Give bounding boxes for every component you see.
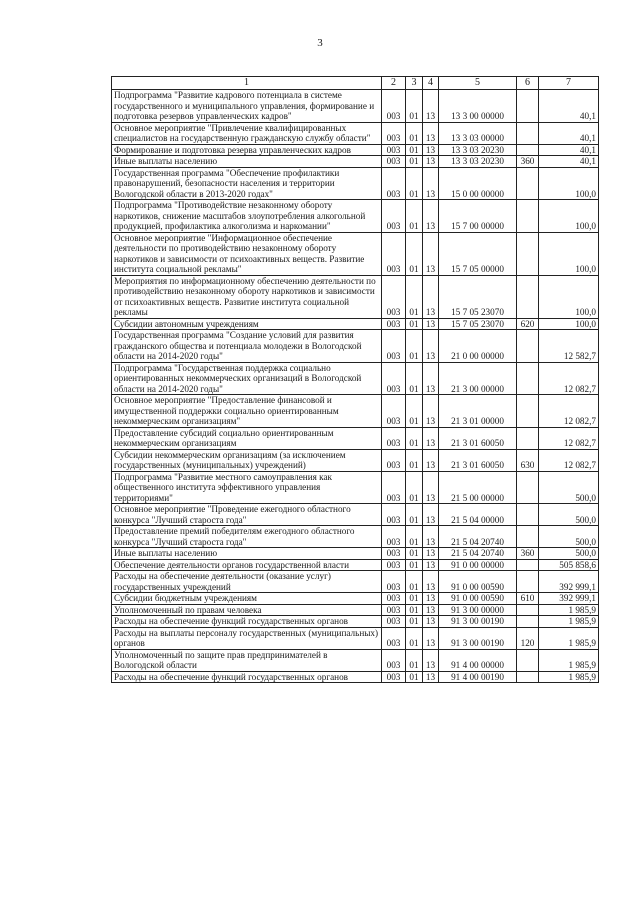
expense-type-cell: 620	[517, 318, 539, 330]
section-code-cell: 01	[406, 504, 423, 526]
section-code-cell: 01	[406, 671, 423, 683]
expense-type-cell	[517, 362, 539, 395]
amount-cell: 1 985,9	[539, 604, 599, 616]
section-code-cell: 01	[406, 122, 423, 144]
table-row	[112, 471, 599, 504]
row-name-cell: Субсидии автономным учреждениям	[112, 318, 382, 330]
expense-type-cell	[517, 122, 539, 144]
section-code-cell: 01	[406, 395, 423, 428]
target-article-cell: 13 3 03 20230	[439, 144, 517, 156]
target-article-cell: 13 3 00 00000	[439, 90, 517, 123]
table-row	[112, 627, 599, 649]
expense-type-cell	[517, 671, 539, 683]
subsection-code-cell: 13	[423, 362, 439, 395]
table-row	[112, 671, 599, 683]
row-name-cell: Уполномоченный по защите прав предпринимателей в Вологодской области	[112, 649, 382, 671]
target-article-cell: 21 0 00 00000	[439, 330, 517, 363]
row-name-cell: Расходы на обеспечение деятельности (оказание услуг) государственных учреждений	[112, 571, 382, 593]
ministry-code-cell: 003	[382, 571, 406, 593]
subsection-code-cell: 13	[423, 232, 439, 275]
subsection-code-cell: 13	[423, 395, 439, 428]
ministry-code-cell: 003	[382, 604, 406, 616]
row-name-cell: Обеспечение деятельности органов государственной власти	[112, 559, 382, 571]
subsection-code-cell: 13	[423, 559, 439, 571]
subsection-code-cell: 13	[423, 122, 439, 144]
table-row	[112, 548, 599, 560]
expense-type-cell: 360	[517, 548, 539, 560]
ministry-code-cell: 003	[382, 616, 406, 628]
header-cell: 5	[439, 77, 517, 90]
section-code-cell: 01	[406, 571, 423, 593]
expense-type-cell: 360	[517, 156, 539, 168]
expense-type-cell	[517, 144, 539, 156]
section-code-cell: 01	[406, 616, 423, 628]
expense-type-cell: 630	[517, 449, 539, 471]
expense-type-cell	[517, 559, 539, 571]
section-code-cell: 01	[406, 232, 423, 275]
target-article-cell: 21 5 04 00000	[439, 504, 517, 526]
section-code-cell: 01	[406, 593, 423, 605]
table-row	[112, 232, 599, 275]
expense-type-cell	[517, 427, 539, 449]
row-name-cell: Субсидии бюджетным учреждениям	[112, 593, 382, 605]
subsection-code-cell: 13	[423, 604, 439, 616]
target-article-cell: 21 5 04 20740	[439, 548, 517, 560]
table-row	[112, 122, 599, 144]
row-name-cell: Предоставление субсидий социально ориентированным некоммерческим организациям	[112, 427, 382, 449]
table-row	[112, 330, 599, 363]
target-article-cell: 15 7 05 23070	[439, 275, 517, 318]
amount-cell: 100,0	[539, 167, 599, 200]
amount-cell: 40,1	[539, 90, 599, 123]
ministry-code-cell: 003	[382, 122, 406, 144]
section-code-cell: 01	[406, 156, 423, 168]
table-row	[112, 156, 599, 168]
expense-type-cell	[517, 275, 539, 318]
table-row	[112, 571, 599, 593]
amount-cell: 500,0	[539, 471, 599, 504]
amount-cell: 1 985,9	[539, 649, 599, 671]
section-code-cell: 01	[406, 330, 423, 363]
row-name-cell: Подпрограмма "Развитие местного самоуправления как общественного института эффективного управления территориями"	[112, 471, 382, 504]
amount-cell: 1 985,9	[539, 627, 599, 649]
target-article-cell: 91 0 00 00000	[439, 559, 517, 571]
amount-cell: 100,0	[539, 318, 599, 330]
target-article-cell: 21 5 04 20740	[439, 526, 517, 548]
expense-type-cell	[517, 649, 539, 671]
subsection-code-cell: 13	[423, 318, 439, 330]
table-row	[112, 504, 599, 526]
table-row	[112, 559, 599, 571]
ministry-code-cell: 003	[382, 318, 406, 330]
subsection-code-cell: 13	[423, 144, 439, 156]
subsection-code-cell: 13	[423, 275, 439, 318]
target-article-cell: 15 7 05 23070	[439, 318, 517, 330]
section-code-cell: 01	[406, 200, 423, 233]
row-name-cell: Расходы на выплаты персоналу государственных (муниципальных) органов	[112, 627, 382, 649]
row-name-cell: Подпрограмма "Государственная поддержка социально ориентированных некоммерческих организаций в Вологодской области на 2014-2020 годы"	[112, 362, 382, 395]
row-name-cell: Иные выплаты населению	[112, 156, 382, 168]
target-article-cell: 21 3 01 00000	[439, 395, 517, 428]
subsection-code-cell: 13	[423, 330, 439, 363]
expense-type-cell	[517, 471, 539, 504]
ministry-code-cell: 003	[382, 395, 406, 428]
ministry-code-cell: 003	[382, 362, 406, 395]
subsection-code-cell: 13	[423, 593, 439, 605]
section-code-cell: 01	[406, 627, 423, 649]
ministry-code-cell: 003	[382, 427, 406, 449]
table-row	[112, 649, 599, 671]
target-article-cell: 91 0 00 00590	[439, 571, 517, 593]
target-article-cell: 91 3 00 00000	[439, 604, 517, 616]
amount-cell: 12 082,7	[539, 449, 599, 471]
ministry-code-cell: 003	[382, 330, 406, 363]
table-row	[112, 593, 599, 605]
budget-table	[111, 76, 599, 683]
subsection-code-cell: 13	[423, 90, 439, 123]
section-code-cell: 01	[406, 427, 423, 449]
ministry-code-cell: 003	[382, 671, 406, 683]
table-row	[112, 318, 599, 330]
ministry-code-cell: 003	[382, 627, 406, 649]
table-row	[112, 167, 599, 200]
expense-type-cell	[517, 504, 539, 526]
ministry-code-cell: 003	[382, 200, 406, 233]
row-name-cell: Субсидии некоммерческим организациям (за исключением государственных (муниципальных) учреждений)	[112, 449, 382, 471]
ministry-code-cell: 003	[382, 156, 406, 168]
expense-type-cell: 120	[517, 627, 539, 649]
section-code-cell: 01	[406, 471, 423, 504]
table-row	[112, 144, 599, 156]
amount-cell: 500,0	[539, 526, 599, 548]
target-article-cell: 21 3 01 60050	[439, 449, 517, 471]
expense-type-cell	[517, 232, 539, 275]
row-name-cell: Предоставление премий победителям ежегодного областного конкурса "Лучший староста года"	[112, 526, 382, 548]
ministry-code-cell: 003	[382, 275, 406, 318]
target-article-cell: 91 3 00 00190	[439, 627, 517, 649]
target-article-cell: 13 3 03 20230	[439, 156, 517, 168]
amount-cell: 505 858,6	[539, 559, 599, 571]
row-name-cell: Основное мероприятие "Привлечение квалифицированных специалистов на государственную гражданскую службу области"	[112, 122, 382, 144]
header-cell: 2	[382, 77, 406, 90]
row-name-cell: Иные выплаты населению	[112, 548, 382, 560]
row-name-cell: Государственная программа "Создание условий для развития гражданского общества и потенциала молодежи в Вологодской области на 2014-2020 годы"	[112, 330, 382, 363]
amount-cell: 392 999,1	[539, 593, 599, 605]
target-article-cell: 91 4 00 00190	[439, 671, 517, 683]
amount-cell: 100,0	[539, 232, 599, 275]
subsection-code-cell: 13	[423, 571, 439, 593]
target-article-cell: 91 3 00 00190	[439, 616, 517, 628]
header-cell: 6	[517, 77, 539, 90]
expense-type-cell	[517, 571, 539, 593]
amount-cell: 1 985,9	[539, 671, 599, 683]
row-name-cell: Подпрограмма "Противодействие незаконному обороту наркотиков, снижение масштабов злоупотребления алкогольной продукцией, профилактика алкоголизма и наркомании"	[112, 200, 382, 233]
table-row	[112, 526, 599, 548]
section-code-cell: 01	[406, 318, 423, 330]
amount-cell: 100,0	[539, 275, 599, 318]
table-row	[112, 604, 599, 616]
amount-cell: 100,0	[539, 200, 599, 233]
expense-type-cell	[517, 200, 539, 233]
row-name-cell: Основное мероприятие "Проведение ежегодного областного конкурса "Лучший староста года"	[112, 504, 382, 526]
target-article-cell: 15 0 00 00000	[439, 167, 517, 200]
row-name-cell: Расходы на обеспечение функций государственных органов	[112, 616, 382, 628]
section-code-cell: 01	[406, 90, 423, 123]
expense-type-cell	[517, 616, 539, 628]
header-cell: 4	[423, 77, 439, 90]
section-code-cell: 01	[406, 548, 423, 560]
target-article-cell: 91 0 00 00590	[439, 593, 517, 605]
section-code-cell: 01	[406, 362, 423, 395]
subsection-code-cell: 13	[423, 156, 439, 168]
subsection-code-cell: 13	[423, 200, 439, 233]
header-cell: 1	[112, 77, 382, 90]
row-name-cell: Государственная программа "Обеспечение профилактики правонарушений, безопасности населения и территории Вологодской области в 2013-2020 годах"	[112, 167, 382, 200]
expense-type-cell	[517, 526, 539, 548]
ministry-code-cell: 003	[382, 593, 406, 605]
table-row	[112, 275, 599, 318]
table-header-row	[112, 77, 599, 90]
target-article-cell: 91 4 00 00000	[439, 649, 517, 671]
expense-type-cell	[517, 395, 539, 428]
section-code-cell: 01	[406, 167, 423, 200]
subsection-code-cell: 13	[423, 526, 439, 548]
amount-cell: 40,1	[539, 156, 599, 168]
section-code-cell: 01	[406, 604, 423, 616]
ministry-code-cell: 003	[382, 90, 406, 123]
target-article-cell: 13 3 03 00000	[439, 122, 517, 144]
table-row	[112, 90, 599, 123]
ministry-code-cell: 003	[382, 449, 406, 471]
table-row	[112, 200, 599, 233]
row-name-cell: Основное мероприятие "Предоставление финансовой и имущественной поддержки социально ориентированным некоммерческим организациям"	[112, 395, 382, 428]
target-article-cell: 21 3 00 00000	[439, 362, 517, 395]
amount-cell: 12 082,7	[539, 427, 599, 449]
expense-type-cell	[517, 330, 539, 363]
subsection-code-cell: 13	[423, 427, 439, 449]
subsection-code-cell: 13	[423, 504, 439, 526]
amount-cell: 500,0	[539, 504, 599, 526]
section-code-cell: 01	[406, 144, 423, 156]
row-name-cell: Формирование и подготовка резерва управленческих кадров	[112, 144, 382, 156]
subsection-code-cell: 13	[423, 449, 439, 471]
table-row	[112, 616, 599, 628]
amount-cell: 40,1	[539, 122, 599, 144]
subsection-code-cell: 13	[423, 548, 439, 560]
section-code-cell: 01	[406, 559, 423, 571]
subsection-code-cell: 13	[423, 627, 439, 649]
header-cell: 7	[539, 77, 599, 90]
row-name-cell: Подпрограмма "Развитие кадрового потенциала в системе государственного и муниципального управления, формирование и подготовка резервов управленческих кадров"	[112, 90, 382, 123]
amount-cell: 12 082,7	[539, 362, 599, 395]
target-article-cell: 21 3 01 60050	[439, 427, 517, 449]
expense-type-cell	[517, 167, 539, 200]
subsection-code-cell: 13	[423, 616, 439, 628]
ministry-code-cell: 003	[382, 144, 406, 156]
amount-cell: 1 985,9	[539, 616, 599, 628]
page-number: 3	[317, 37, 323, 49]
ministry-code-cell: 003	[382, 167, 406, 200]
target-article-cell: 21 5 00 00000	[439, 471, 517, 504]
section-code-cell: 01	[406, 275, 423, 318]
ministry-code-cell: 003	[382, 526, 406, 548]
table-row	[112, 449, 599, 471]
row-name-cell: Расходы на обеспечение функций государственных органов	[112, 671, 382, 683]
ministry-code-cell: 003	[382, 471, 406, 504]
amount-cell: 12 082,7	[539, 395, 599, 428]
ministry-code-cell: 003	[382, 232, 406, 275]
amount-cell: 12 582,7	[539, 330, 599, 363]
amount-cell: 392 999,1	[539, 571, 599, 593]
expense-type-cell	[517, 90, 539, 123]
ministry-code-cell: 003	[382, 548, 406, 560]
ministry-code-cell: 003	[382, 559, 406, 571]
expense-type-cell	[517, 604, 539, 616]
ministry-code-cell: 003	[382, 649, 406, 671]
table-row	[112, 427, 599, 449]
expense-type-cell: 610	[517, 593, 539, 605]
subsection-code-cell: 13	[423, 167, 439, 200]
ministry-code-cell: 003	[382, 504, 406, 526]
subsection-code-cell: 13	[423, 671, 439, 683]
header-cell: 3	[406, 77, 423, 90]
amount-cell: 40,1	[539, 144, 599, 156]
row-name-cell: Уполномоченный по правам человека	[112, 604, 382, 616]
table-row	[112, 362, 599, 395]
section-code-cell: 01	[406, 526, 423, 548]
subsection-code-cell: 13	[423, 471, 439, 504]
subsection-code-cell: 13	[423, 649, 439, 671]
row-name-cell: Мероприятия по информационному обеспечению деятельности по противодействию незаконному обороту наркотиков и зависимости от психоактивных веществ. Развитие института социальной рекламы	[112, 275, 382, 318]
amount-cell: 500,0	[539, 548, 599, 560]
section-code-cell: 01	[406, 649, 423, 671]
section-code-cell: 01	[406, 449, 423, 471]
row-name-cell: Основное мероприятие "Информационное обеспечение деятельности по противодействию незаконному обороту наркотиков и зависимости от психоактивных веществ. Развитие института социальной рекламы"	[112, 232, 382, 275]
target-article-cell: 15 7 00 00000	[439, 200, 517, 233]
table-row	[112, 395, 599, 428]
target-article-cell: 15 7 05 00000	[439, 232, 517, 275]
